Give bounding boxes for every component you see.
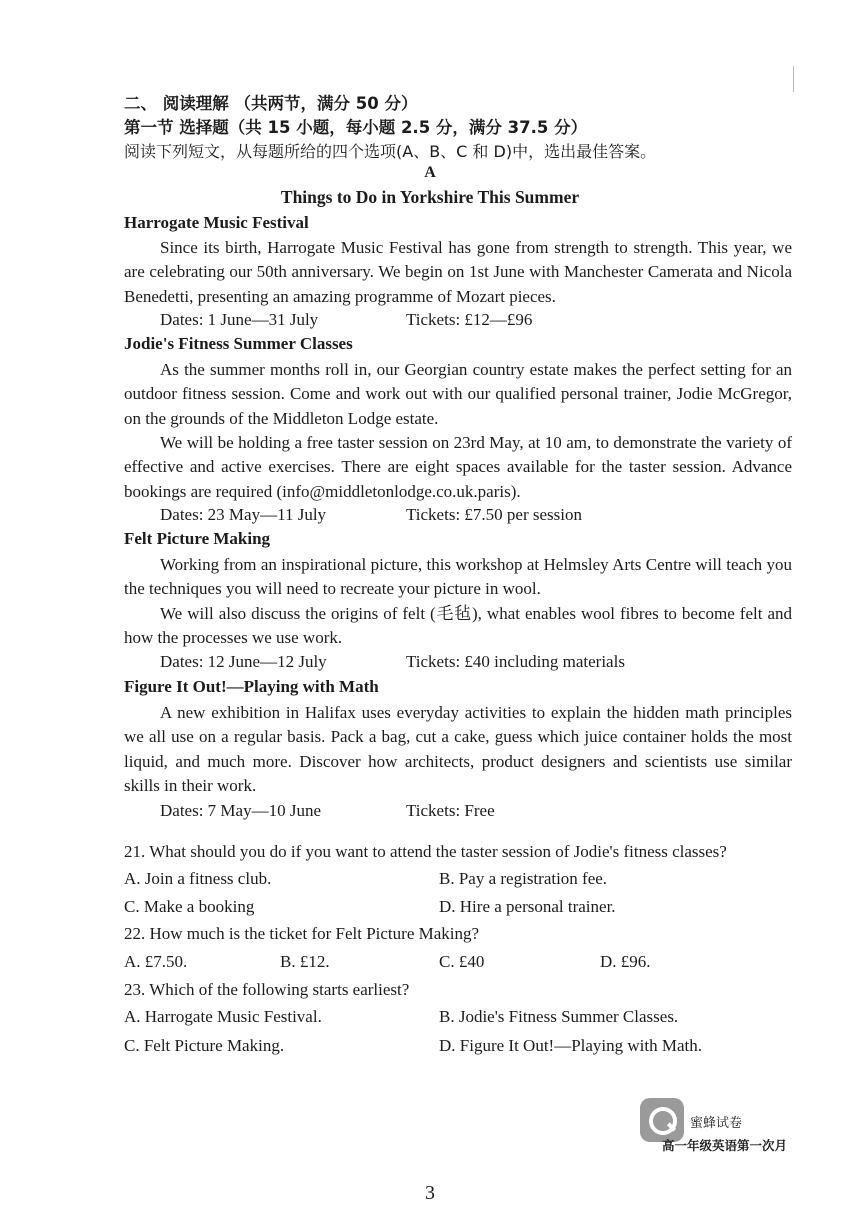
question-23-option-b: B. Jodie's Fitness Summer Classes. xyxy=(439,1007,679,1026)
question-21-option-b: B. Pay a registration fee. xyxy=(439,869,608,888)
event-tickets: Tickets: £7.50 per session xyxy=(406,505,582,524)
event-dates: Dates: 12 June—12 July xyxy=(160,652,327,671)
passage-letter: A xyxy=(424,164,436,181)
event-title-fitness: Jodie's Fitness Summer Classes xyxy=(124,334,353,353)
event-paragraph: Since its birth, Harrogate Music Festival has gone from strength to strength. This year, we are celebrating our 50th anniversary. We begin on 1st June with Manchester Camerata and Nicola Benedetti, presenting an amazing programme of Mozart pieces. xyxy=(124,238,792,306)
event-info xyxy=(160,801,495,821)
event-tickets: Tickets: £40 including materials xyxy=(406,652,625,671)
event-paragraph: Working from an inspirational picture, this workshop at Helmsley Arts Centre will teach you the techniques you will need to recreate your picture in wool. xyxy=(124,555,792,599)
watermark-footer: 高一年级英语第一次月 xyxy=(662,1138,788,1153)
question-22-option-c: C. £40 xyxy=(439,952,485,971)
event-title-felt: Felt Picture Making xyxy=(124,529,271,548)
question-22-stem: 22. How much is the ticket for Felt Picture Making? xyxy=(124,924,480,943)
event-paragraph: A new exhibition in Halifax uses everyday activities to explain the hidden math principles we all use on a regular basis. Pack a bag, cut a cake, guess which juice container holds the most liquid, and much more. Discover how architects, product designers and scientists use similar skills in their work. xyxy=(124,703,792,795)
event-title-harrogate: Harrogate Music Festival xyxy=(124,213,309,232)
passage-title: Things to Do in Yorkshire This Summer xyxy=(280,187,580,207)
event-dates: Dates: 23 May—11 July xyxy=(160,505,327,524)
question-22-option-d: D. £96. xyxy=(600,952,651,971)
event-dates: Dates: 7 May—10 June xyxy=(160,801,322,820)
question-22-option-b: B. £12. xyxy=(280,952,330,971)
event-info xyxy=(160,652,625,672)
question-23-option-c: C. Felt Picture Making. xyxy=(124,1036,285,1055)
event-dates: Dates: 1 June—31 July xyxy=(160,310,319,329)
watermark-brand: 蜜蜂试卷 xyxy=(690,1116,743,1131)
event-paragraph: We will be holding a free taster session on 23rd May, at 10 am, to demonstrate the variety of effective and active exercises. There are eight spaces available for the taster session. Advance bookings are required (info@middletonlodge.co.uk.paris). xyxy=(124,433,792,501)
event-info xyxy=(160,310,532,330)
page-number: 3 xyxy=(425,1182,435,1204)
event-tickets: Tickets: Free xyxy=(406,801,495,820)
instruction: 阅读下列短文，从每题所给的四个选项(A、B、C 和 D)中，选出最佳答案。 xyxy=(124,142,657,161)
event-paragraph: We will also discuss the origins of felt (毛毡), what enables wool fibres to become felt and how the processes we use work. xyxy=(124,604,792,648)
question-23-stem: 23. Which of the following starts earliest? xyxy=(124,980,410,999)
question-23-option-a: A. Harrogate Music Festival. xyxy=(124,1007,322,1026)
event-title-math: Figure It Out!—Playing with Math xyxy=(124,677,379,696)
question-21-stem: 21. What should you do if you want to attend the taster session of Jodie's fitness classes? xyxy=(124,842,727,861)
question-21-option-a: A. Join a fitness club. xyxy=(124,869,272,888)
event-tickets: Tickets: £12—£96 xyxy=(406,310,533,329)
scan-mark xyxy=(793,66,794,92)
event-paragraph: As the summer months roll in, our Georgian country estate makes the perfect setting for an outdoor fitness session. Come and work out with our qualified personal trainer, Jodie McGregor, on the grounds of the Middleton Lodge estate. xyxy=(124,360,792,428)
question-22-option-a: A. £7.50. xyxy=(124,952,188,971)
part-heading: 第一节 选择题（共 15 小题，每小题 2.5 分，满分 37.5 分） xyxy=(124,118,588,137)
section-heading: 二、 阅读理解 （共两节，满分 50 分） xyxy=(124,94,418,113)
event-info xyxy=(160,505,582,525)
question-21-option-c: C. Make a booking xyxy=(124,897,255,916)
question-23-option-d: D. Figure It Out!—Playing with Math. xyxy=(439,1036,703,1055)
question-21-option-d: D. Hire a personal trainer. xyxy=(439,897,616,916)
